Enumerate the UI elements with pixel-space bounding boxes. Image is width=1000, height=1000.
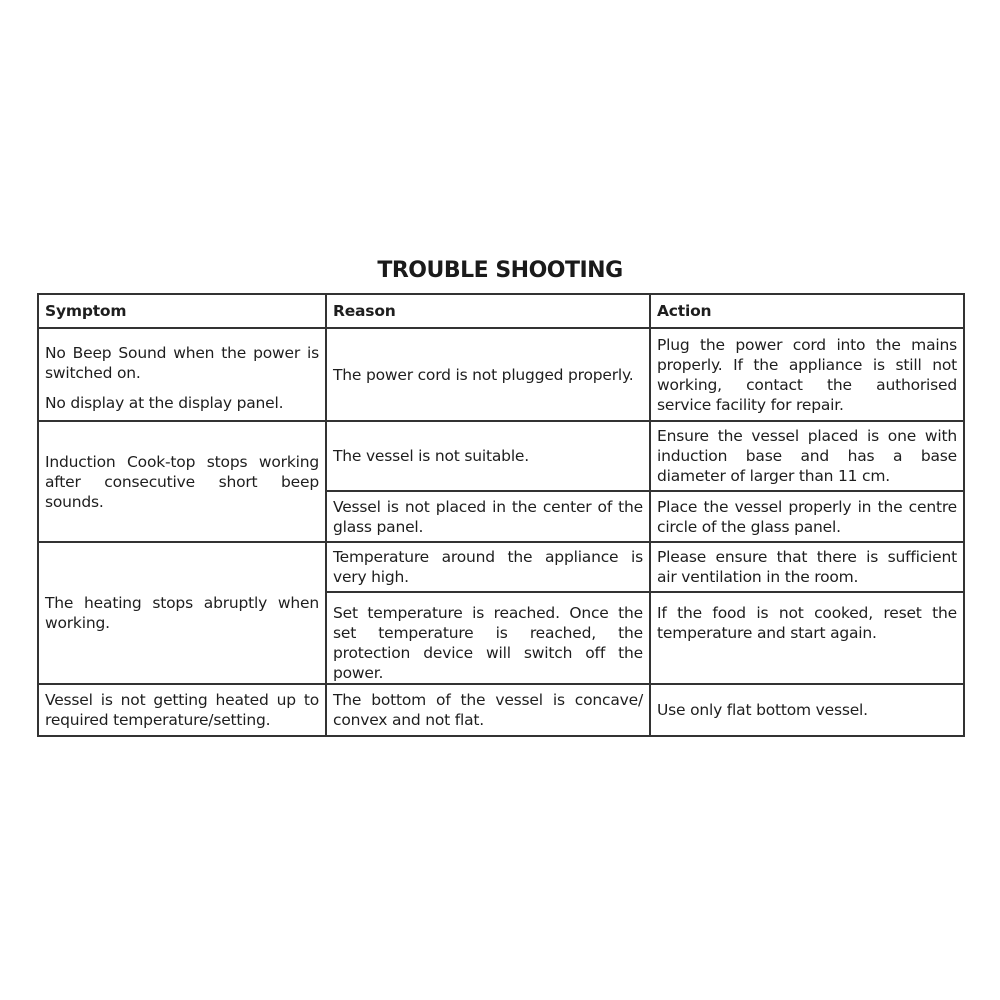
reason-cell: The vessel is not suitable. xyxy=(326,421,650,491)
symptom-cell: The heating stops abruptly when working. xyxy=(38,542,326,684)
action-cell: Please ensure that there is sufficient air ventilation in the room. xyxy=(650,542,964,592)
troubleshooting-table xyxy=(37,293,965,737)
page-title: TROUBLE SHOOTING xyxy=(377,258,623,283)
reason-cell: The bottom of the vessel is concave/ convex and not flat. xyxy=(326,684,650,736)
symptom-cell: Vessel is not getting heated up to required temperature/setting. xyxy=(38,684,326,736)
reason-cell: Vessel is not placed in the center of the glass panel. xyxy=(326,491,650,542)
symptom-cell xyxy=(38,328,326,421)
symptom-cell: Induction Cook-top stops working after consecutive short beep sounds. xyxy=(38,421,326,542)
action-cell: Use only flat bottom vessel. xyxy=(650,684,964,736)
table-row xyxy=(38,684,964,736)
action-cell: Place the vessel properly in the centre circle of the glass panel. xyxy=(650,491,964,542)
reason-cell: Set temperature is reached. Once the set temperature is reached, the protection device will switch off the power. xyxy=(326,592,650,684)
reason-cell: The power cord is not plugged properly. xyxy=(326,328,650,421)
symptom-line: No display at the display panel. xyxy=(45,394,284,412)
column-header-action: Action xyxy=(650,294,964,328)
table-row xyxy=(38,542,964,592)
symptom-line: No Beep Sound when the power is switched on. xyxy=(45,344,319,382)
table-header-row xyxy=(38,294,964,328)
action-cell: If the food is not cooked, reset the temperature and start again. xyxy=(650,592,964,684)
table-row xyxy=(38,328,964,421)
table-row xyxy=(38,421,964,491)
column-header-reason: Reason xyxy=(326,294,650,328)
action-cell: Plug the power cord into the mains properly. If the appliance is still not working, contact the authorised service facility for repair. xyxy=(650,328,964,421)
action-cell: Ensure the vessel placed is one with induction base and has a base diameter of larger than 11 cm. xyxy=(650,421,964,491)
column-header-symptom: Symptom xyxy=(38,294,326,328)
reason-cell: Temperature around the appliance is very high. xyxy=(326,542,650,592)
